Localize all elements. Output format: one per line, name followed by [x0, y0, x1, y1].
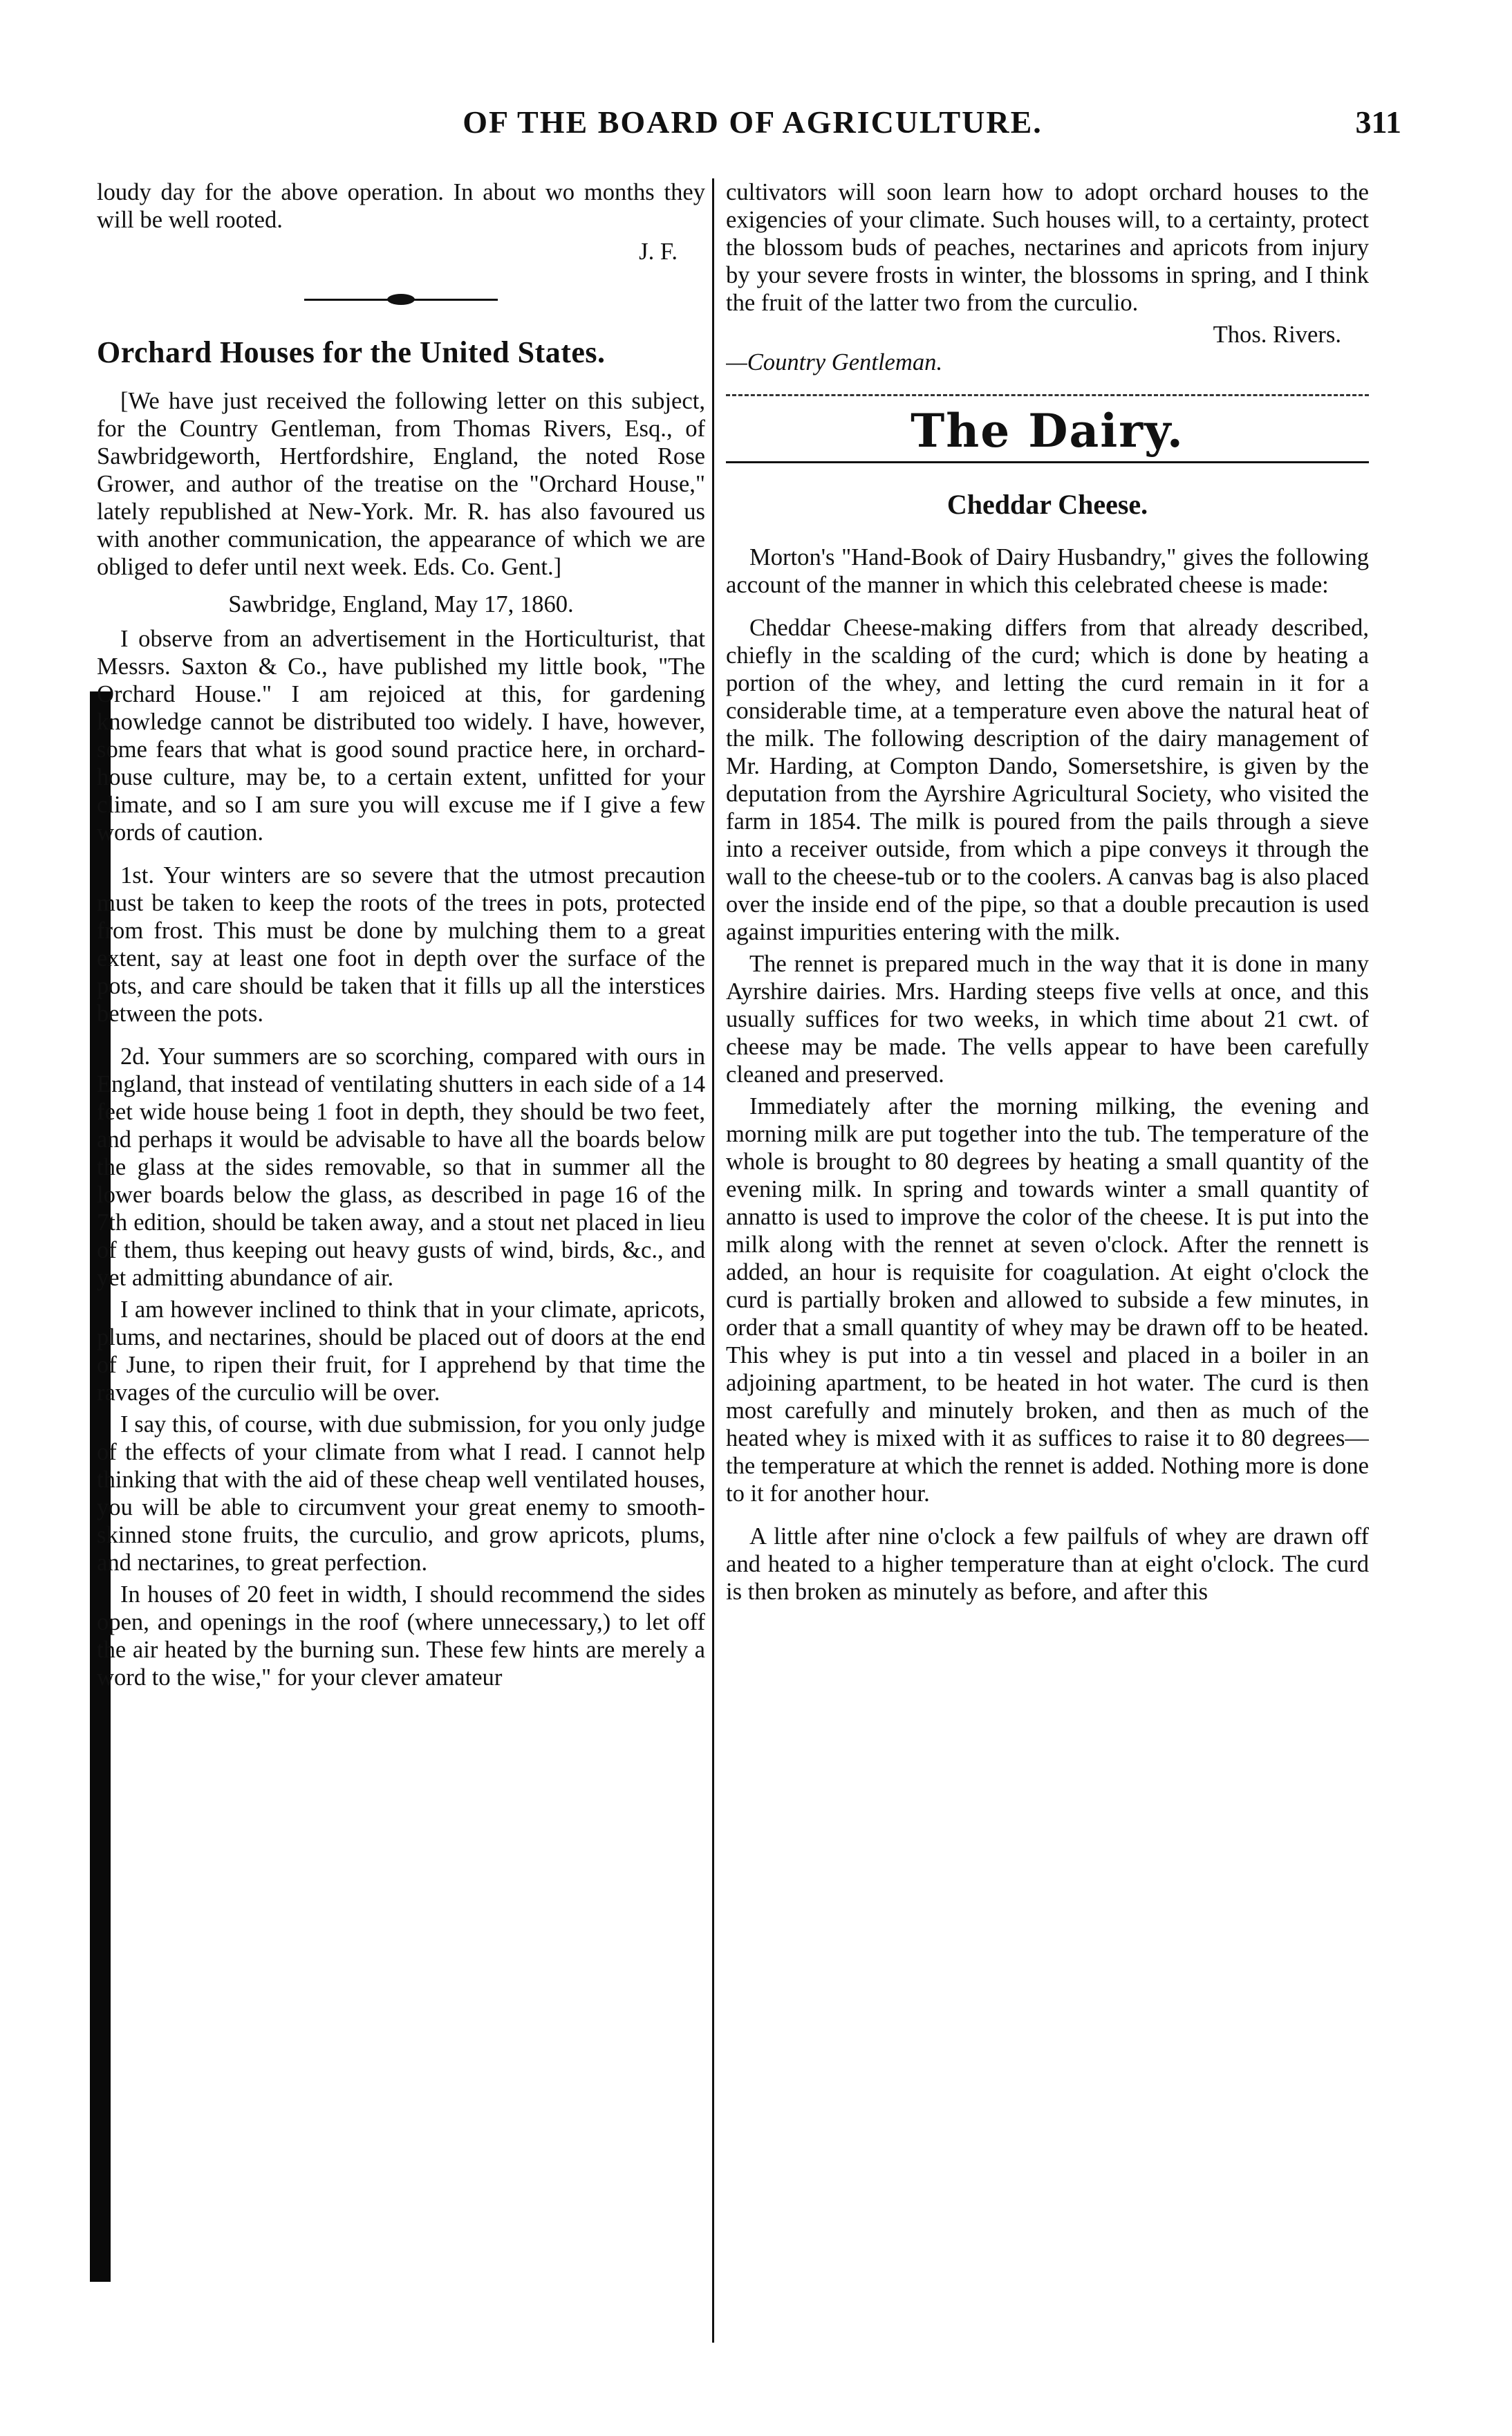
column-divider [712, 178, 714, 2343]
paragraph: Cheddar Cheese-making differs from that already described, chiefly in the scalding of the curd; which is done by heating a portion of the whey, and letting the curd remain in it for a considerable time, at a temperature even above the natural heat of the milk. The following description of the dairy management of Mr. Harding, at Compton Dando, Somersetshire, is given by the deputation from the Ayrshire Agricultural Society, who visited the farm in 1854. The milk is poured from the pails through a sieve into a receiver outside, from which a pipe conveys it through the wall to the cheese-tub or to the coolers. A canvas bag is also placed over the inside end of the pipe, so that a double precaution is used against impurities entering with the milk. [726, 615, 1369, 945]
signature: J. F. [639, 239, 678, 265]
dashed-rule [726, 394, 1369, 396]
paragraph: 2d. Your summers are so scorching, compared with ours in England, that instead of ventilating shutters in each side of a 14 feet wide house being 1 foot in depth, they should be two feet, and perhaps it would be advisable to have all the boards below the glass at the sides removable, so that in summer all the lower boards below the glass, as described in page 16 of the 7th edition, should be taken away, and a stout net placed in lieu of them, thus keeping out heavy gusts of wind, birds, &c., and yet admitting abundance of air. [97, 1043, 705, 1291]
paragraph: 1st. Your winters are so severe that the utmost precaution must be taken to keep the roots of the trees in pots, protected from frost. This must be done by mulching them to a great extent, say at least one foot in depth over the surface of the pots, and care should be taken that it fills up all the interstices between the pots. [97, 862, 705, 1027]
continuation-source: —Country Gentleman. [726, 349, 943, 375]
continuation-signature: Thos. Rivers. [1213, 322, 1341, 348]
dateline: Sawbridge, England, May 17, 1860. [228, 591, 574, 617]
section-ornament [97, 283, 705, 311]
page-number: 311 [1355, 104, 1401, 140]
continuation-text: cultivators will soon learn how to adopt orchard houses to the exigencies of your climate. Such houses will, to a certainty, protect the blossom buds of peaches, nectarines and apricots from injury by your severe frosts in winter, the blossoms in spring, and I think the fruit of the latter two from the curculio. [726, 179, 1369, 316]
paragraph: The rennet is prepared much in the way that it is done in many Ayrshire dairies. Mrs. Harding steeps five vells at once, and this usually suffices for two weeks, in which time about 21 cwt. of cheese may be made. The vells appear to have been carefully cleaned and preserved. [726, 951, 1369, 1088]
section-title: The Dairy. [911, 404, 1184, 458]
paragraph: Immediately after the morning milking, the evening and morning milk are put together into the tub. The temperature of the whole is brought to 80 degrees by heating a small quantity of the evening milk. In spring and towards winter a small quantity of annatto is used to improve the color of the cheese. It is put into the milk along with the rennet at seven o'clock. After the rennett is added, an hour is requisite for coagulation. At eight o'clock the curd is partially broken and allowed to subside a few minutes, in order that a small quantity of whey may be drawn off to be heated. This whey is put into a tin vessel and placed in a boiler in an adjoining apartment, to be heated in hot water. The curd is then most carefully and minutely broken, and then as much of the heated whey is mixed with it as suffices to raise it to 80 degrees—the temperature at which the rennet is added. Nothing more is done to it for another hour. [726, 1093, 1369, 1507]
left-column [97, 178, 705, 2343]
paragraph: A little after nine o'clock a few pailfuls of whey are drawn off and heated to a higher temperature than at eight o'clock. The curd is then broken as minutely as before, and after this [726, 1523, 1369, 1605]
page-header [104, 104, 1401, 152]
paragraph: Morton's "Hand-Book of Dairy Husbandry," gives the following account of the manner in which this celebrated cheese is made: [726, 544, 1369, 598]
running-head: OF THE BOARD OF AGRICULTURE. [463, 104, 1043, 140]
section-rule [726, 461, 1369, 463]
article-title: Cheddar Cheese. [946, 489, 1148, 520]
right-column [726, 178, 1369, 2343]
paragraph: I say this, of course, with due submission, for you only judge of the effects of your climate from what I read. I cannot help thinking that with the aid of these cheap well ventilated houses, you will be able to circumvent your great enemy to smooth-skinned stone fruits, the curculio, and grow apricots, plums, and nectarines, to great perfection. [97, 1411, 705, 1576]
paragraph: I am however inclined to think that in your climate, apricots, plums, and nectarines, should be placed out of doors at the end of June, to ripen their fruit, for I apprehend by that time the ravages of the curculio will be over. [97, 1296, 705, 1406]
paragraph: In houses of 20 feet in width, I should recommend the sides open, and openings in the roof (where unnecessary,) to let off the air heated by the burning sun. These few hints are merely a word to the wise," for your clever amateur [97, 1581, 705, 1691]
opening-text: loudy day for the above operation. In about wo months they will be well rooted. [97, 179, 705, 233]
editor-note: [We have just received the following letter on this subject, for the Country Gentleman, from Thomas Rivers, Esq., of Sawbridgeworth, Hertfordshire, England, the noted Rose Grower, and author of the treatise on the "Orchard House," lately republished at New-York. Mr. R. has also favoured us with another communication, the appearance of which we are obliged to defer until next week. Eds. Co. Gent.] [97, 388, 705, 580]
paragraph: I observe from an advertisement in the Horticulturist, that Messrs. Saxton & Co., have published my little book, "The Orchard House." I am rejoiced at this, for gardening knowledge cannot be distributed too widely. I have, however, some fears that what is good sound practice here, in orchard-house culture, may be, to a certain extent, unfitted for your climate, and so I am sure you will excuse me if I give a few words of caution. [97, 626, 705, 846]
article-title: Orchard Houses for the United States. [97, 335, 606, 369]
